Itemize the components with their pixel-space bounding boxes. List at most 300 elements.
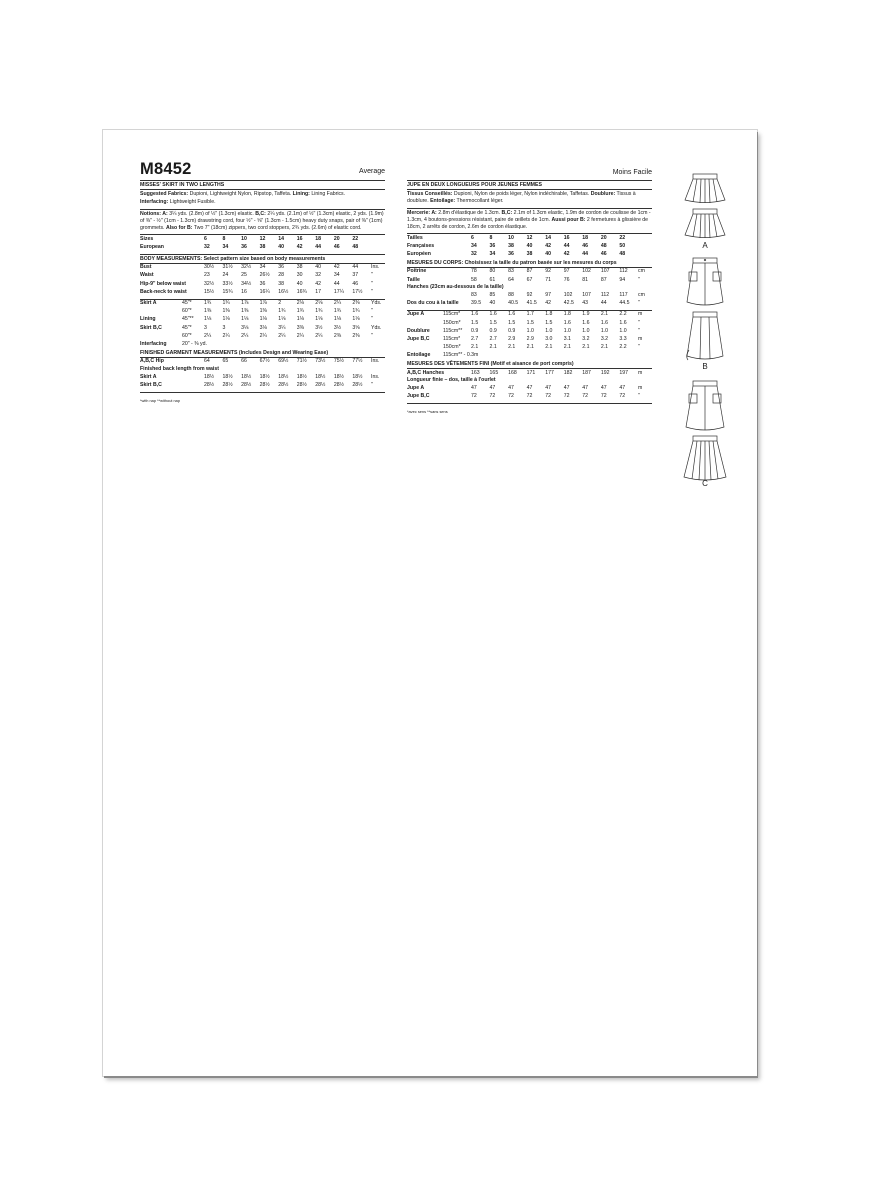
view-c-back-drawing — [684, 436, 726, 481]
value-cell: 76 — [563, 276, 570, 283]
value-cell: 2¼ — [204, 332, 212, 339]
value-cell: 72 — [526, 393, 533, 400]
value-cell: 3.2 — [600, 335, 609, 342]
unit-cell: " — [638, 300, 640, 307]
value-cell: 1⅛ — [352, 316, 360, 323]
view-label-a: A — [702, 241, 708, 250]
body-measurements-heading-fr: MESURES DU CORPS: Choisissez la taille du patron basée sur les mesures du corps — [407, 259, 652, 268]
row-label: A,B,C Hanches — [407, 369, 445, 376]
unit-cell: m — [638, 311, 643, 318]
value-cell: 81 — [582, 276, 589, 283]
value-cell: 32½ — [204, 280, 215, 287]
value-cell: 36 — [489, 242, 496, 249]
row-label — [407, 319, 443, 327]
value-cell: 44 — [563, 242, 570, 249]
value-cell: 3.1 — [563, 335, 571, 342]
value-cell: 73½ — [315, 358, 326, 365]
value-cell: 36 — [259, 280, 266, 287]
value-cell: 3.3 — [619, 335, 627, 342]
value-cell: 3½ — [333, 324, 342, 331]
value-cell: 2¼ — [278, 332, 286, 339]
value-cell: 1.5 — [508, 319, 516, 326]
table-row — [140, 288, 385, 296]
value-cell: 34½ — [241, 280, 252, 287]
unit-cell: cm — [638, 268, 645, 275]
value-cell: 30 — [296, 272, 303, 279]
body-measurements-table — [140, 264, 385, 297]
value-cell: 2.1 — [471, 344, 479, 351]
value-cell: 2⅜ — [352, 332, 360, 339]
row-label: Skirt B,C — [140, 381, 162, 388]
difficulty-label-fr: Moins Facile — [612, 169, 652, 176]
unit-cell: " — [371, 381, 373, 388]
value-cell: 39.5 — [471, 300, 482, 307]
value-cell: 46 — [333, 243, 340, 250]
value-cell: 2.7 — [471, 335, 479, 342]
unit-cell: Ins. — [371, 373, 380, 380]
pattern-title-fr: JUPE EN DEUX LONGUEURS POUR JEUNES FEMMES — [407, 181, 652, 190]
value-cell: 1⅛ — [222, 316, 230, 323]
value-cell: 17 — [315, 288, 322, 295]
value-cell: 48 — [619, 251, 626, 258]
value-cell: 85 — [489, 292, 496, 299]
value-cell: 197 — [619, 369, 629, 376]
value-cell: 38 — [278, 280, 284, 287]
value-cell: 107 — [582, 292, 591, 299]
value-cell: 1.6 — [563, 319, 571, 326]
table-row — [140, 243, 385, 251]
value-cell: 16¼ — [259, 288, 270, 295]
value-cell: 1.0 — [600, 327, 609, 334]
value-cell: 112 — [619, 268, 628, 275]
value-cell: 2.1 — [508, 344, 516, 351]
value-cell: 6 — [204, 235, 207, 242]
french-column — [407, 160, 652, 415]
value-cell: 66 — [241, 358, 247, 365]
value-cell: 71 — [545, 276, 551, 283]
value-cell: 20 — [600, 234, 607, 241]
unit-cell: m — [638, 335, 643, 342]
value-cell: 2.2 — [619, 344, 627, 351]
value-cell: 58 — [471, 276, 477, 283]
table-row — [140, 300, 385, 308]
value-cell: 28½ — [259, 381, 270, 388]
value-cell: 18½ — [222, 373, 233, 380]
value-cell: 77½ — [352, 358, 363, 365]
value-cell: 8 — [222, 235, 226, 242]
value-cell: 16½ — [278, 288, 289, 295]
table-row — [140, 308, 385, 316]
value-cell: 43 — [582, 300, 589, 307]
fabric-width: 115cm* — [443, 311, 461, 318]
value-cell: 47 — [471, 385, 477, 392]
value-cell: 16 — [241, 288, 247, 295]
value-cell: 78 — [471, 268, 477, 275]
value-cell: 18½ — [241, 373, 252, 380]
value-cell: 1.9 — [582, 311, 590, 318]
value-cell: 3 — [222, 324, 226, 331]
pattern-title: MISSES' SKIRT IN TWO LENGTHS — [140, 181, 385, 190]
unit-cell — [638, 234, 652, 242]
view-a-back-drawing — [685, 209, 725, 238]
table-row — [407, 242, 652, 250]
yardage-table-fr — [407, 311, 652, 360]
value-cell: 25 — [241, 272, 247, 279]
row-label: Dos du cou à la taille — [407, 300, 459, 307]
value-cell: 28½ — [333, 381, 344, 388]
table-row — [407, 292, 652, 300]
value-cell: 2.1 — [600, 344, 609, 351]
value-cell: 14 — [545, 234, 551, 241]
value-cell: 3⅛ — [241, 324, 249, 331]
table-row — [140, 373, 385, 381]
value-cell: 1⅛ — [278, 316, 286, 323]
value-cell: 44 — [582, 251, 589, 258]
yardage-table — [140, 300, 385, 349]
table-row — [140, 358, 385, 366]
table-row — [140, 316, 385, 324]
table-row — [407, 393, 652, 401]
row-label: Jupe A — [407, 385, 425, 392]
value-cell: 2¼ — [315, 332, 323, 339]
fabric-width: 115cm* — [443, 335, 461, 342]
unit-cell — [638, 242, 652, 250]
finished-length-table — [140, 373, 385, 389]
value-cell: 72 — [600, 393, 607, 400]
notions-paragraph: Notions: A: 3¼ yds. (2.8m) of ½" (1.3cm) elastic. B,C: 2¼ yds. (2.1m) of ½" (1.3cm) elastic, 2 yds. (1.9m) of ⅜" - ½" (1cm - 1.3cm) drawstring cord, four ½" - ⅝" (1.3cm - 1.5cm) heavy duty snaps, pair of ⅜" (1cm) grommets. Also for B: Two 7" (18cm) zippers, two cord stoppers, 2¾ yds. (2.6m) of elastic cord. — [140, 210, 384, 232]
value-cell: 38 — [296, 264, 303, 271]
value-cell: 34 — [333, 272, 340, 279]
value-cell: 47 — [545, 385, 551, 392]
value-cell: 12 — [526, 234, 533, 241]
value-cell: 171 — [526, 369, 536, 376]
value-cell: 12 — [259, 235, 266, 242]
view-thumbnails — [681, 172, 729, 502]
value-cell: 33½ — [222, 280, 233, 287]
value-cell: 44 — [352, 264, 359, 271]
value-cell: 41.5 — [526, 300, 537, 307]
pattern-number: M8452 — [140, 160, 192, 178]
unit-cell: Ins. — [371, 264, 380, 271]
value-cell: 2.9 — [508, 335, 516, 342]
value-cell: 2¼ — [222, 332, 230, 339]
value-cell: 1⅛ — [241, 316, 249, 323]
notions-paragraph-fr: Mercerie: A: 2.8m d'élastique de 1.3cm. B,C: 2.1m of 1.3cm elastic, 1.9m de cordon de coulisse de 1cm - 1.3cm, 4 boutons-pressions résistant, paire de œillets de 1cm. Aussi pour B: 2 fermetures à glissière de 18cm, 2 arrêts de cordon, 2.6m de cordon élastique. — [407, 209, 651, 231]
value-cell: 87 — [600, 276, 607, 283]
value-cell: 112 — [600, 292, 610, 299]
value-cell: 22 — [352, 235, 359, 242]
value-cell: 36 — [241, 243, 247, 250]
value-cell: 1.6 — [471, 311, 479, 318]
row-label: Skirt B,C — [140, 324, 162, 331]
value-cell: 1¾ — [204, 300, 212, 307]
value-cell: 44 — [315, 243, 322, 250]
value-cell: 40 — [526, 242, 533, 249]
value-cell: 187 — [582, 369, 591, 376]
value-cell: 72 — [508, 393, 514, 400]
value-cell: 2¼ — [241, 332, 249, 339]
value-cell: 1⅞ — [241, 300, 249, 307]
value-cell: 20 — [333, 235, 340, 242]
value-cell: 38 — [259, 243, 266, 250]
value-cell: 18½ — [278, 373, 289, 380]
value-cell: 1¾ — [315, 308, 323, 315]
value-cell: 107 — [600, 268, 610, 275]
value-cell: 47 — [619, 385, 626, 392]
value-cell: 115cm** - 0.3m — [443, 352, 479, 359]
value-cell: 72 — [582, 393, 589, 400]
value-cell: 72 — [471, 393, 477, 400]
finished-hip-table — [140, 358, 385, 366]
row-label: A,B,C Hip — [140, 358, 164, 365]
value-cell: 3.0 — [545, 335, 553, 342]
value-cell: 97 — [563, 268, 570, 275]
french-header — [407, 160, 652, 181]
unit-cell: m — [638, 385, 643, 392]
value-cell: 97 — [545, 292, 551, 299]
unit-cell: Yds. — [371, 324, 382, 331]
value-cell: 28½ — [296, 381, 307, 388]
value-cell: 2.7 — [489, 335, 497, 342]
value-cell: 0.9 — [489, 327, 497, 334]
table-row — [140, 381, 385, 389]
skirt-views-illustration — [681, 172, 729, 502]
value-cell: 72 — [619, 393, 626, 400]
table-row — [140, 332, 385, 340]
value-cell: 42 — [333, 264, 340, 271]
row-label: Skirt A — [140, 373, 157, 380]
row-label: Entoilage — [407, 352, 431, 359]
value-cell: 1.0 — [582, 327, 590, 334]
value-cell: 2⅜ — [333, 332, 342, 339]
value-cell: 15½ — [204, 288, 215, 295]
row-label — [407, 292, 471, 300]
value-cell: 1⅜ — [241, 308, 249, 315]
row-label — [140, 332, 182, 340]
value-cell: 28½ — [278, 381, 289, 388]
value-cell: 3.2 — [582, 335, 590, 342]
value-cell: 42 — [545, 242, 551, 249]
value-cell: 48 — [352, 243, 359, 250]
english-header — [140, 160, 385, 181]
fabrics-paragraph-fr: Tissus Conseillés: Dupioni, Nylon de poids léger, Nylon indéchirable, Taffetas. Doublure: Tissus à doublure. Entoilage: Thermocollant léger. — [407, 191, 636, 205]
value-cell: 2.1 — [545, 344, 553, 351]
fabric-width: 150cm* — [443, 319, 461, 326]
value-cell: 22 — [619, 234, 626, 241]
value-cell: 36 — [278, 264, 284, 271]
value-cell: 37 — [352, 272, 359, 279]
unit-cell: " — [638, 393, 640, 400]
value-cell: 1.6 — [600, 319, 609, 326]
value-cell: 83 — [471, 292, 477, 299]
value-cell: 2 — [278, 300, 282, 307]
unit-cell: " — [638, 327, 640, 334]
value-cell: 40 — [315, 264, 322, 271]
value-cell: 2.9 — [526, 335, 534, 342]
interfacing-row — [140, 340, 385, 348]
table-row — [407, 385, 652, 393]
value-cell: 42 — [545, 300, 551, 307]
row-label: Françaises — [407, 242, 435, 249]
value-cell: 47 — [563, 385, 570, 392]
value-cell: 2.1 — [526, 344, 534, 351]
fabric-width: 45"* — [182, 324, 192, 331]
value-cell: 2.2 — [619, 311, 627, 318]
value-cell: 75½ — [333, 358, 344, 365]
row-label — [140, 308, 182, 316]
value-cell: 177 — [545, 369, 554, 376]
unit-cell — [371, 243, 385, 251]
unit-cell: " — [638, 276, 640, 283]
interfacing-row-fr — [407, 352, 652, 360]
row-label: Jupe A — [407, 311, 425, 318]
value-cell: 18 — [315, 235, 322, 242]
value-cell: 1.6 — [582, 319, 590, 326]
value-cell: 3¼ — [278, 324, 286, 331]
row-label: Doublure — [407, 327, 430, 334]
value-cell: 1.8 — [563, 311, 571, 318]
value-cell: 44 — [600, 300, 607, 307]
value-cell: 28½ — [352, 381, 363, 388]
table-row — [407, 344, 652, 352]
value-cell: 46 — [352, 280, 359, 287]
value-cell: 23 — [204, 272, 210, 279]
value-cell: 168 — [508, 369, 517, 376]
value-cell: 1¾ — [278, 308, 286, 315]
unit-cell: " — [371, 280, 373, 287]
unit-cell — [371, 235, 385, 243]
value-cell: 67½ — [259, 358, 270, 365]
value-cell: 182 — [563, 369, 573, 376]
value-cell: 3⅜ — [296, 324, 304, 331]
value-cell: 2.1 — [489, 344, 497, 351]
value-cell: 47 — [526, 385, 533, 392]
unit-cell: " — [371, 332, 373, 339]
value-cell: 1¾ — [222, 300, 230, 307]
value-cell: 28½ — [315, 381, 326, 388]
table-row — [407, 251, 652, 259]
value-cell: 46 — [582, 242, 589, 249]
view-c-front-drawing — [686, 381, 724, 430]
value-cell: 94 — [619, 276, 626, 283]
value-cell: 46 — [600, 251, 607, 258]
value-cell: 15¾ — [222, 288, 233, 295]
unit-cell: Ins. — [371, 358, 380, 365]
value-cell: 3½ — [315, 324, 323, 331]
interfacing-paragraph: Interfacing: Lightweight Fusible. — [140, 199, 216, 206]
value-cell: 38 — [508, 242, 514, 249]
value-cell: 18 — [582, 234, 589, 241]
table-row — [407, 336, 652, 344]
value-cell: 1.5 — [545, 319, 553, 326]
fabric-width: 45"* — [182, 300, 192, 307]
value-cell: 192 — [600, 369, 610, 376]
value-cell: 64 — [204, 358, 210, 365]
value-cell: 32 — [204, 243, 210, 250]
value-cell: 1.0 — [545, 327, 553, 334]
value-cell: 28 — [278, 272, 284, 279]
value-cell: 2.1 — [563, 344, 571, 351]
value-cell: 2.1 — [600, 311, 609, 318]
value-cell: 40.5 — [508, 300, 519, 307]
value-cell: 1.6 — [489, 311, 497, 318]
value-cell: 3⅛ — [259, 324, 267, 331]
value-cell: 18½ — [315, 373, 326, 380]
value-cell: 1.5 — [471, 319, 479, 326]
footnote: *with nap **without nap — [140, 397, 181, 403]
unit-cell: Yds. — [371, 300, 382, 307]
value-cell: 32½ — [241, 264, 252, 271]
value-cell: 30½ — [204, 264, 215, 271]
value-cell: 42.5 — [563, 300, 574, 307]
value-cell: 36 — [508, 251, 514, 258]
unit-cell: m — [638, 369, 643, 376]
row-label: Jupe B,C — [407, 393, 430, 400]
value-cell: 47 — [508, 385, 514, 392]
table-row — [407, 300, 652, 308]
value-cell: 20" - ⅜ yd. — [182, 340, 207, 347]
value-cell: 48 — [600, 242, 607, 249]
value-cell: 18½ — [352, 373, 363, 380]
row-label: Back-neck to waist — [140, 288, 187, 295]
value-cell: 65 — [222, 358, 229, 365]
finished-measurements-heading-fr: MESURES DES VÊTEMENTS FINI (Motif et aisance de port compris) — [407, 360, 652, 369]
row-label: Interfacing — [140, 340, 167, 347]
value-cell: 1⅛ — [296, 316, 304, 323]
view-b-front-drawing — [687, 258, 723, 305]
value-cell: 1⅛ — [315, 316, 323, 323]
value-cell: 87 — [526, 268, 533, 275]
value-cell: 42 — [563, 251, 570, 258]
value-cell: 72 — [489, 393, 496, 400]
value-cell: 10 — [508, 234, 514, 241]
row-label: Hip-9" below waist — [140, 280, 186, 287]
value-cell: 16¾ — [296, 288, 307, 295]
row-label: Lining — [140, 316, 156, 323]
value-cell: 47 — [600, 385, 607, 392]
value-cell: 102 — [563, 292, 573, 299]
value-cell: 14 — [278, 235, 284, 242]
value-cell: 72 — [563, 393, 570, 400]
value-cell: 1⅛ — [333, 316, 342, 323]
table-row — [140, 280, 385, 288]
value-cell: 1.0 — [563, 327, 571, 334]
value-cell: 6 — [471, 234, 474, 241]
row-label: European — [140, 243, 164, 250]
value-cell: 0.9 — [471, 327, 479, 334]
finished-length-heading: Finished back length from waist — [140, 366, 219, 373]
finished-length-heading-fr: Longueur finie – dos, taille à l'ourlet — [407, 377, 496, 384]
view-a-front-drawing — [685, 174, 725, 203]
value-cell: 1.8 — [545, 311, 553, 318]
unit-cell: " — [371, 288, 373, 295]
value-cell: 80 — [489, 268, 496, 275]
hanches-table — [407, 292, 652, 308]
value-cell: 67 — [526, 276, 533, 283]
finished-hip-table-fr — [407, 369, 652, 377]
value-cell: 47 — [489, 385, 496, 392]
value-cell: 102 — [582, 268, 591, 275]
value-cell: 1⅜ — [222, 308, 230, 315]
value-cell: 1⅛ — [259, 316, 267, 323]
value-cell: 1⅞ — [259, 300, 267, 307]
value-cell: 32 — [315, 272, 322, 279]
value-cell: 17¼ — [333, 288, 344, 295]
unit-cell: " — [638, 319, 640, 326]
value-cell: 40 — [278, 243, 284, 250]
footnote-fr: *avec sens **sans sens — [407, 409, 448, 415]
value-cell: 18½ — [296, 373, 307, 380]
